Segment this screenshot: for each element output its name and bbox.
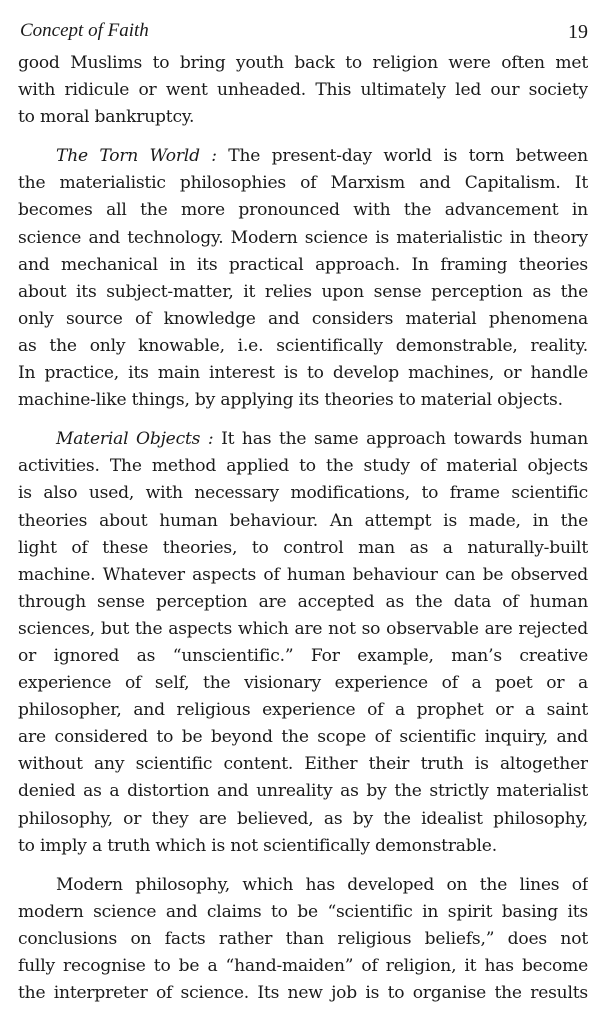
text-line: light of these theories, to control man as a naturally-built bbox=[18, 537, 588, 558]
text-line-first bbox=[18, 426, 588, 453]
text-line: philosophy, or they are believed, as by the idealist philosophy, bbox=[18, 808, 588, 829]
paragraph-torn-world bbox=[18, 143, 588, 414]
text-line: as the only knowable, i.e. scientifically demonstrable, reality. bbox=[18, 335, 588, 356]
text-line: to imply a truth which is not scientifically demonstrable. bbox=[18, 835, 497, 856]
text-line: denied as a distortion and unreality as by the strictly materialist bbox=[18, 781, 588, 802]
text-line: about its subject-matter, it relies upon sense perception as the bbox=[18, 281, 588, 302]
text-line: In practice, its main interest is to develop machines, or handle bbox=[18, 363, 588, 384]
paragraph-continued bbox=[18, 50, 588, 131]
text-line-rest: It has the same approach towards human bbox=[221, 429, 588, 450]
text-line: science and technology. Modern science is materialistic in theory bbox=[18, 227, 588, 248]
text-line: good Muslims to bring youth back to religion were often met bbox=[18, 53, 588, 73]
text-line: sciences, but the aspects which are not so observable are rejected bbox=[18, 618, 588, 639]
text-line: with ridicule or went unheaded. This ultimately led our society bbox=[18, 80, 588, 101]
page-number: 19 bbox=[568, 21, 588, 43]
text-line: conclusions on facts rather than religious beliefs,” does not bbox=[18, 928, 588, 949]
text-line: fully recognise to be a “hand-maiden” of religion, it has become bbox=[18, 956, 588, 976]
text-line: the interpreter of science. Its new job is to organise the results bbox=[18, 983, 588, 1004]
text-line: through sense perception are accepted as the data of human bbox=[18, 591, 588, 612]
text-line: only source of knowledge and considers material phenomena bbox=[18, 308, 588, 329]
text-line: is also used, with necessary modifications, to frame scientific bbox=[18, 483, 588, 504]
body-text bbox=[18, 50, 588, 1007]
text-line: becomes all the more pronounced with the advancement in bbox=[18, 200, 588, 221]
text-line: activities. The method applied to the study of material objects bbox=[18, 456, 588, 477]
text-line-first bbox=[18, 143, 588, 170]
page-header bbox=[18, 0, 588, 50]
text-line-first: Modern philosophy, which has developed on the lines of bbox=[56, 874, 588, 895]
paragraph-material-objects bbox=[18, 426, 588, 860]
text-line: theories about human behaviour. An attempt is made, in the bbox=[18, 510, 588, 531]
running-head: Concept of Faith bbox=[20, 20, 149, 41]
text-line: are considered to be beyond the scope of scientific inquiry, and bbox=[18, 727, 588, 748]
text-line: without any scientific content. Either their truth is altogether bbox=[18, 754, 588, 775]
book-page bbox=[18, 0, 588, 1025]
text-line-rest: The present-day world is torn between bbox=[228, 146, 588, 167]
text-line: and mechanical in its practical approach. In framing theories bbox=[18, 254, 588, 275]
text-line: philosopher, and religious experience of a prophet or a saint bbox=[18, 700, 588, 721]
text-line: experience of self, the visionary experience of a poet or a bbox=[18, 673, 588, 694]
paragraph-modern-philosophy bbox=[18, 872, 588, 1007]
paragraph-lead: The Torn World : bbox=[56, 146, 217, 167]
text-line: or ignored as “unscientific.” For example, man’s creative bbox=[18, 645, 588, 666]
text-line: the materialistic philosophies of Marxism and Capitalism. It bbox=[18, 173, 588, 194]
text-line: modern science and claims to be “scientific in spirit basing its bbox=[18, 901, 588, 922]
text-line: machine. Whatever aspects of human behaviour can be observed bbox=[18, 564, 588, 585]
paragraph-lead: Material Objects : bbox=[56, 429, 214, 450]
text-line: to moral bankruptcy. bbox=[18, 107, 195, 128]
text-line: machine-like things, by applying its theories to material objects. bbox=[18, 390, 563, 411]
